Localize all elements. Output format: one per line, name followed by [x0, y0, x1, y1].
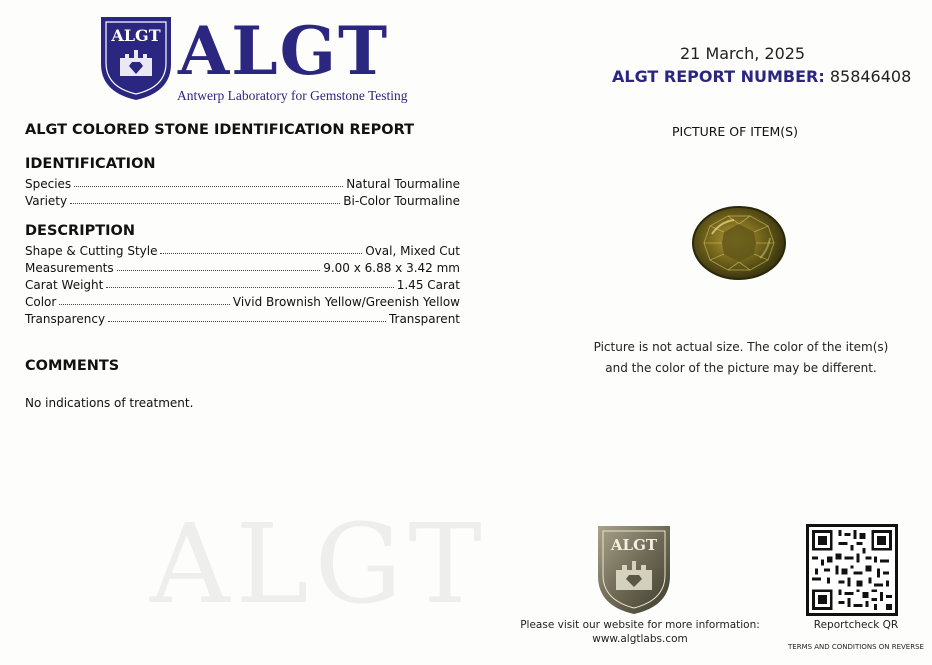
shield-wordmark: ALGT [111, 26, 161, 45]
report-number [612, 67, 911, 86]
comments-text: No indications of treatment. [25, 396, 194, 410]
report-number-label: ALGT REPORT NUMBER: [612, 67, 825, 86]
field-row-variety [25, 191, 460, 208]
qr-pattern-icon [809, 527, 895, 613]
field-value: Oval, Mixed Cut [365, 244, 460, 258]
field-label: Measurements [25, 261, 114, 275]
field-value: Transparent [388, 312, 460, 326]
report-date: 21 March, 2025 [680, 44, 806, 63]
dot-leader [59, 304, 230, 305]
background-watermark: ALGT [150, 500, 488, 628]
field-row-transparency [25, 309, 460, 326]
report-title: ALGT COLORED STONE IDENTIFICATION REPORT [25, 122, 414, 138]
picture-title: PICTURE OF ITEM(S) [672, 124, 798, 139]
logo-wordmark: ALGT [178, 12, 390, 90]
dot-leader [74, 186, 343, 187]
field-label: Species [25, 177, 72, 191]
website-url: www.algtlabs.com [592, 633, 688, 645]
field-row-species [25, 174, 460, 191]
picture-note-line-2: and the color of the picture may be different. [605, 361, 877, 375]
algt-shield-logo-icon [98, 14, 174, 102]
gemstone-photo [690, 204, 788, 282]
field-row-shape [25, 241, 460, 258]
logo-subtitle: Antwerp Laboratory for Gemstone Testing [177, 88, 408, 103]
algt-seal-hologram-icon [596, 524, 672, 616]
description-heading: DESCRIPTION [25, 223, 135, 239]
dot-leader [106, 287, 393, 288]
dot-leader [160, 253, 362, 254]
comments-heading: COMMENTS [25, 358, 120, 374]
field-row-measurements [25, 258, 460, 275]
terms-note: TERMS AND CONDITIONS ON REVERSE [788, 643, 924, 651]
field-value: Bi-Color Tourmaline [343, 194, 460, 208]
field-row-carat-weight [25, 275, 460, 292]
field-label: Carat Weight [25, 278, 104, 292]
report-number-value: 85846408 [829, 67, 912, 86]
reportcheck-qr-code[interactable] [806, 524, 898, 616]
field-label: Transparency [25, 312, 106, 326]
seal-wordmark: ALGT [610, 536, 658, 554]
dot-leader [108, 321, 386, 322]
dot-leader [117, 270, 321, 271]
field-label: Variety [25, 194, 68, 208]
dot-leader [70, 203, 340, 204]
picture-note-line-1: Picture is not actual size. The color of the item(s) [593, 340, 889, 354]
field-value: 1.45 Carat [396, 278, 460, 292]
website-note-line-1: Please visit our website for more information: [520, 619, 760, 631]
field-value: 9.00 x 6.88 x 3.42 mm [323, 261, 460, 275]
qr-label: Reportcheck QR [813, 619, 899, 631]
identification-heading: IDENTIFICATION [25, 156, 156, 172]
field-value: Vivid Brownish Yellow/Greenish Yellow [232, 295, 460, 309]
field-label: Shape & Cutting Style [25, 244, 158, 258]
field-label: Color [25, 295, 57, 309]
field-value: Natural Tourmaline [346, 177, 460, 191]
field-row-color [25, 292, 460, 309]
